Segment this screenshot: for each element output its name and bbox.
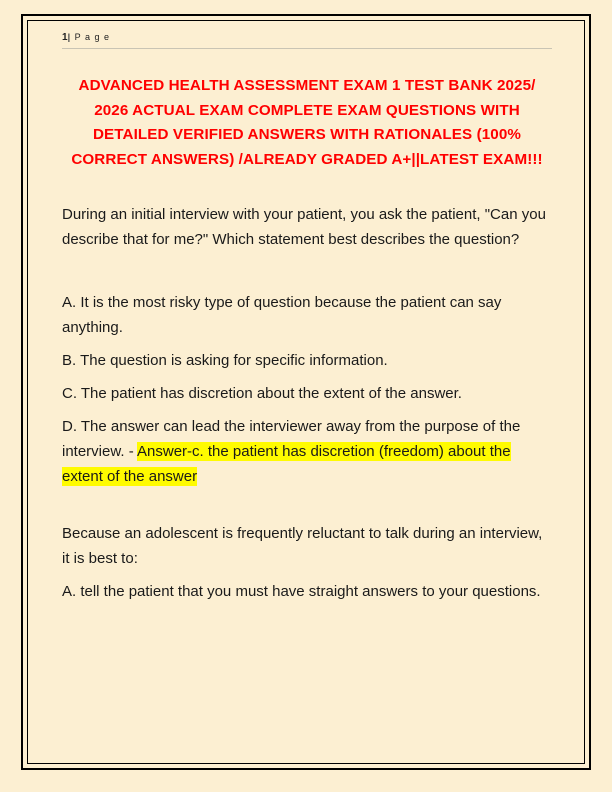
- question-1-stem: During an initial interview with your patient, you ask the patient, "Can you describe that for me?" Which statement best describes the question?: [62, 206, 546, 248]
- question-2-stem: Because an adolescent is frequently reluctant to talk during an interview, it is best to:: [62, 525, 543, 567]
- document-body: [62, 202, 552, 604]
- question-1-option-d-text: D. The answer can lead the interviewer away from the purpose of the interview. -: [62, 418, 521, 460]
- question-1-option-d: [62, 414, 552, 489]
- page-header-separator: |: [67, 32, 72, 42]
- document-title: ADVANCED HEALTH ASSESSMENT EXAM 1 TEST BANK 2025/ 2026 ACTUAL EXAM COMPLETE EXAM QUESTIONS WITH DETAILED VERIFIED ANSWERS WITH RATIONALES (100% CORRECT ANSWERS) /ALREADY GRADED A+||LATEST EXAM!!!: [71, 77, 543, 168]
- page-header-label: P a g e: [74, 32, 110, 42]
- spacer: [62, 252, 552, 290]
- spacer: [62, 513, 552, 521]
- question-1-option-a: A. It is the most risky type of question because the patient can say anything.: [62, 294, 502, 336]
- question-2-option-a: A. tell the patient that you must have straight answers to your questions.: [62, 583, 541, 600]
- question-1-answer-highlight: Answer-c. the patient has discretion (freedom) about the extent of the answer: [62, 443, 511, 485]
- page-content: [62, 32, 552, 732]
- page-header: [62, 32, 552, 49]
- spacer: [62, 489, 552, 513]
- question-1-option-c: C. The patient has discretion about the extent of the answer.: [62, 385, 462, 402]
- question-1-option-b: B. The question is asking for specific information.: [62, 352, 388, 369]
- page-number: 1: [62, 32, 68, 43]
